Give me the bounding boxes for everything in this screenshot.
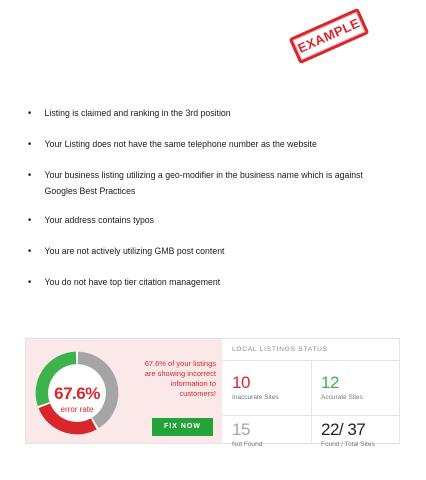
list-item: • Your Listing does not have the same telephone number as the website	[28, 137, 378, 153]
status-title: LOCAL LISTINGS STATUS	[232, 346, 328, 353]
stat-label: Not Found	[232, 441, 263, 448]
list-item: • Your address contains typos	[28, 213, 378, 229]
issues-list	[28, 106, 408, 306]
stat-label: Inaccurate Sites	[232, 394, 279, 401]
stat-not-found	[232, 421, 320, 448]
list-item: • Your business listing utilizing a geo-modifier in the business name which is against Googles Best Practices	[28, 168, 378, 200]
error-rate-label: error rate	[60, 405, 94, 414]
status-panel	[222, 339, 399, 448]
stat-value: 10	[232, 373, 250, 392]
fix-now-button[interactable]: FIX NOW	[152, 418, 213, 436]
stat-value: 22/ 37	[321, 420, 366, 439]
error-percent: 67.6%	[54, 384, 100, 403]
stat-inaccurate	[232, 374, 320, 401]
stat-value: 15	[232, 420, 250, 439]
example-stamp	[289, 8, 370, 64]
error-panel	[26, 339, 222, 443]
stat-accurate	[321, 374, 409, 401]
list-item: • You are not actively utilizing GMB post content	[28, 244, 378, 260]
stat-label: Accurate Sites	[321, 394, 363, 401]
list-item: • You do not have top tier citation management	[28, 275, 378, 291]
stat-value: 12	[321, 373, 339, 392]
listings-widget	[25, 338, 400, 448]
list-item: • Listing is claimed and ranking in the 3rd position	[28, 106, 378, 122]
error-message: 67.6% of your listings are showing incorrect information to customers!	[144, 359, 216, 398]
stat-found-total	[321, 421, 409, 448]
stamp-text: EXAMPLE	[295, 15, 363, 56]
stat-label: Found / Total Sites	[321, 441, 375, 448]
